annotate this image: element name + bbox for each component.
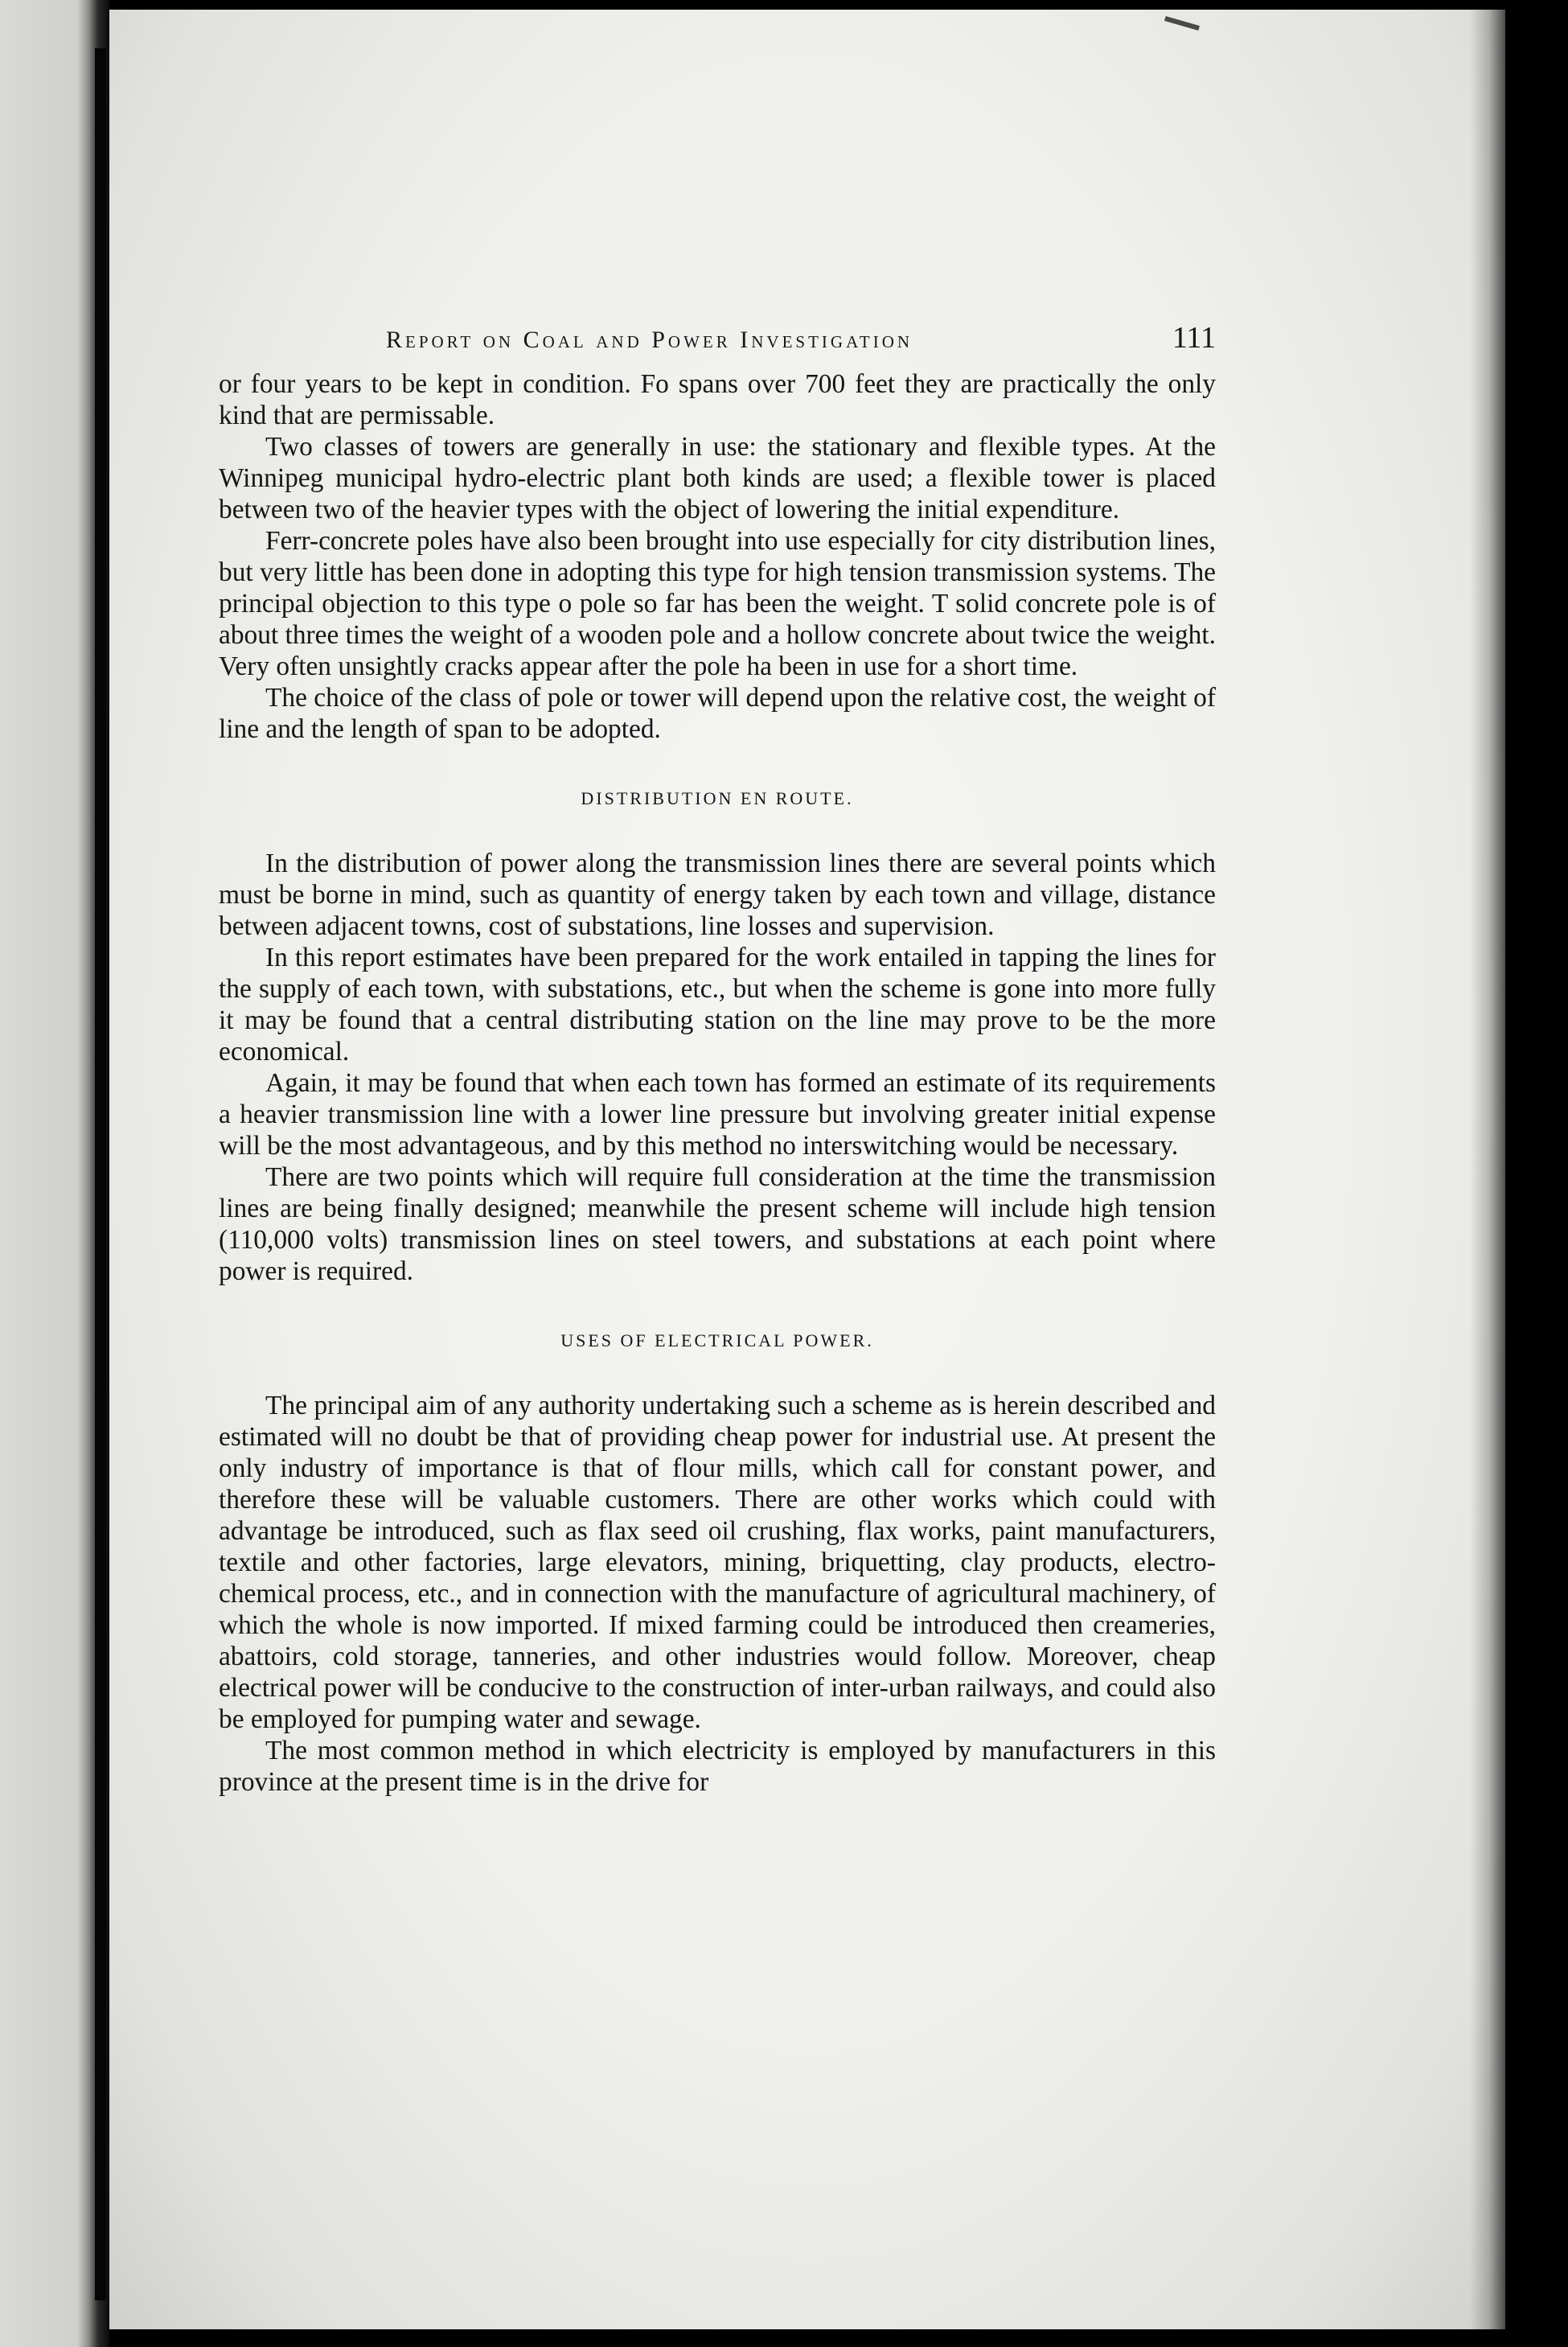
paragraph: or four years to be kept in condition. Fo spans over 700 feet they are practically the only kind that are permissable. bbox=[219, 369, 1216, 430]
page-edge-shadow bbox=[1470, 10, 1505, 2329]
paragraph: The most common method in which electricity is employed by manufacturers in this province at the present time is in the drive for bbox=[219, 1736, 1216, 1797]
running-head-title: Report on Coal and Power Investigation bbox=[386, 327, 913, 353]
paragraph: In the distribution of power along the transmission lines there are several points which must be borne in mind, such as quantity of energy taken by each town and village, distance between adjacent towns, cost of substations, line losses and supervision. bbox=[219, 849, 1216, 941]
page-number: 111 bbox=[1172, 321, 1216, 355]
scan-mark bbox=[1164, 16, 1200, 31]
section-heading-distribution: DISTRIBUTION EN ROUTE. bbox=[581, 788, 854, 808]
running-header bbox=[386, 320, 1216, 368]
page-text bbox=[219, 320, 1216, 1798]
section-heading-uses: USES OF ELECTRICAL POWER. bbox=[560, 1330, 874, 1350]
paragraph: In this report estimates have been prepared for the work entailed in tapping the lines for the supply of each town, with substations, etc., but when the scheme is gone into more fully it may be found that a central distributing station on the line may prove to be the more economical. bbox=[219, 943, 1216, 1067]
paragraph: The principal aim of any authority undertaking such a scheme as is herein described and estimated will no doubt be that of providing cheap power for industrial use. At present the only industry of importance is that of flour mills, which call for constant power, and therefore these will be valuable customers. There are other works which could with advantage be introduced, such as flax seed oil crushing, flax works, paint manufacturers, textile and other factories, large elevators, mining, briquetting, clay products, electro-chemical process, etc., and in connection with the manufacture of agricultural machinery, of which the whole is now imported. If mixed farming could be introduced then creameries, abattoirs, cold storage, tanneries, and other industries would follow. Moreover, cheap electrical power will be conducive to the construction of inter-urban railways, and could also be employed for pumping water and sewage. bbox=[219, 1391, 1216, 1734]
paragraph: Two classes of towers are generally in use: the stationary and flexible types. At the Winnipeg municipal hydro-electric plant both kinds are used; a flexible tower is placed between two of the heavier types with the object of lowering the initial expenditure. bbox=[219, 432, 1216, 524]
paragraph: There are two points which will require full consideration at the time the transmission lines are being finally designed; meanwhile the present scheme will include high tension (110,000 volts) transmission lines on steel towers, and substations at each point where power is required. bbox=[219, 1162, 1216, 1286]
binding-shadow bbox=[95, 48, 106, 2300]
paragraph: Again, it may be found that when each town has formed an estimate of its requirements a heavier transmission line with a lower line pressure but involving greater initial expense will be the most advantageous, and by this method no interswitching would be necessary. bbox=[219, 1068, 1216, 1161]
facing-page-edge bbox=[0, 0, 109, 2347]
paragraph: Ferr-concrete poles have also been brought into use especially for city distribution lines, but very little has been done in adopting this type for high tension transmission systems. The principal objection to this type o pole so far has been the weight. T solid concrete pole is of about three times the weight of a wooden pole and a hollow concrete about twice the weight. Very often unsightly cracks appear after the pole ha been in use for a short time. bbox=[219, 526, 1216, 681]
paragraph: The choice of the class of pole or tower will depend upon the relative cost, the weight of line and the length of span to be adopted. bbox=[219, 683, 1216, 744]
